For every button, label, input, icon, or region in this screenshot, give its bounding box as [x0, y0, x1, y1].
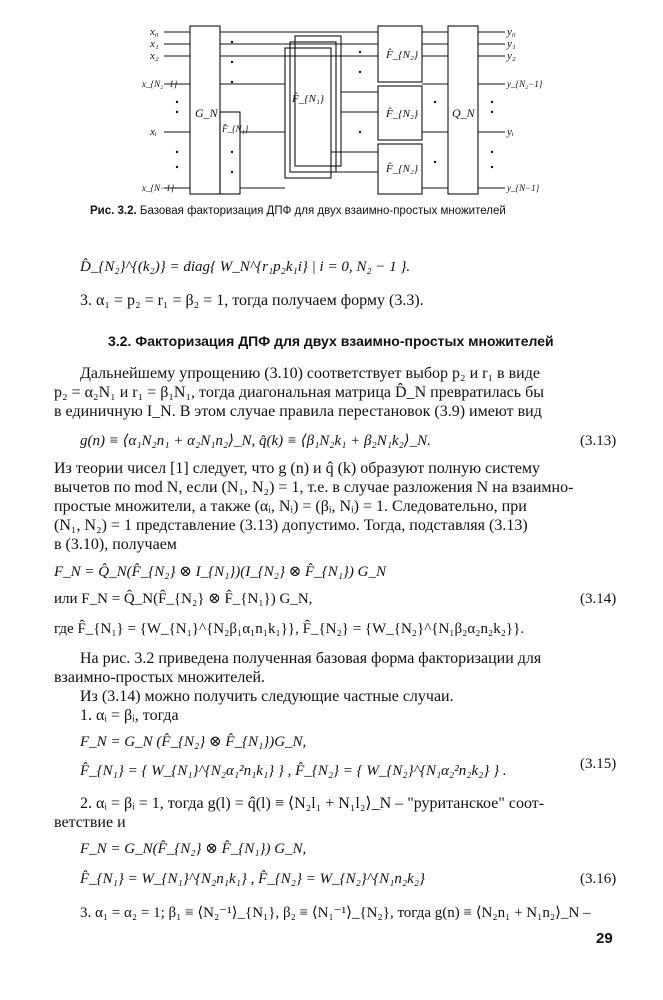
- input-label: x₀: [150, 26, 159, 38]
- text-line: Дальнейшему упрощению (3.10) соответствует выбор p₂ и r₁ в виде: [80, 365, 540, 382]
- equation-3-15b: F̂_{N₁} = { W_{N₁}^{N₂α₁²n₁k₁} } , F̂_{N₂} = { W_{N₂}^{N₁α₂²n₂k₂} } .: [80, 763, 507, 779]
- text-line: в (3.10), получаем: [54, 536, 177, 553]
- equation-number: (3.15): [580, 756, 617, 772]
- figure-3-2: [142, 22, 543, 202]
- text-line: Из (3.14) можно получить следующие частные случаи.: [80, 688, 454, 705]
- text-line: взаимно-простых множителей.: [54, 669, 266, 686]
- page-number: 29: [596, 930, 613, 947]
- input-label: x₁: [150, 38, 159, 50]
- input-label: xᵢ: [150, 126, 157, 138]
- equation-line: D̂_{N₂}^{(k₂)} = diag{ W_N^{r₁p₂k₁i} | i = 0, N₂ − 1 }.: [80, 259, 411, 275]
- text-line: простые множители, а также (αᵢ, Nᵢ) = (βᵢ, Nᵢ) = 1. Следовательно, при: [54, 498, 527, 515]
- section-heading: 3.2. Факторизация ДПФ для двух взаимно-простых множителей: [108, 333, 554, 349]
- equation-3-14a: F_N = Q̂_N(F̂_{N₂} ⊗ I_{N₁})(I_{N₂} ⊗ F̂_{N₁}) G_N: [54, 564, 387, 580]
- block-q-label: Q_N: [452, 106, 475, 120]
- equation-3-16a: F_N = G_N(F̂_{N₂} ⊗ F̂_{N₁}) G_N,: [80, 841, 307, 857]
- output-label: y₁: [507, 38, 516, 50]
- output-label: y_{N₂−1}: [507, 79, 543, 89]
- text-line: вычетов по mod N, если (N₁, N₂) = 1, т.е. в случае разложения N на взаимно-: [54, 479, 574, 496]
- equation-number: (3.13): [580, 433, 617, 449]
- figure-caption: Рис. 3.2. Базовая факторизация ДПФ для двух взаимно-простых множителей: [90, 205, 506, 217]
- input-label: x_{N₂−1}: [142, 79, 178, 89]
- equation-3-13: g(n) ≡ ⟨α₁N₂n₁ + α₂N₁n₂⟩_N, q̂(k) ≡ ⟨β₁N₂k₁ + β₂N₁k₂⟩_N.: [80, 433, 431, 449]
- equation-number: (3.16): [580, 871, 617, 887]
- block-f2-label: F̂_{N₂}: [386, 108, 419, 120]
- text-line: (N₁, N₂) = 1 представление (3.13) допустимо. Тогда, подставляя (3.13): [54, 517, 528, 534]
- equation-3-16b: F̂_{N₁} = W_{N₁}^{N₂n₁k₁} , F̂_{N₂} = W_{N₂}^{N₁n₂k₂}: [80, 871, 425, 887]
- output-label: yᵢ: [507, 126, 514, 138]
- text-line: p₂ = α₂N₁ и r₁ = β₁N₁, тогда диагональная матрица D̂_N превратилась бы: [54, 384, 544, 401]
- text-line: 2. αᵢ = βᵢ = 1, тогда g(l) = q̂(l) ≡ ⟨N₂l₁ + N₁l₂⟩_N – "руританское" соот-: [80, 795, 545, 812]
- input-label: x_{N−1}: [142, 183, 175, 193]
- text-line: 1. αᵢ = βᵢ, тогда: [80, 707, 179, 724]
- block-f2-label: F̂_{N₂}: [386, 163, 419, 175]
- block-f1-label: F̂_{N₁}: [222, 124, 249, 134]
- output-label: y₀: [507, 26, 516, 38]
- output-label: y_{N−1}: [507, 183, 540, 193]
- text-line: 3. α₁ = p₂ = r₁ = β₂ = 1, тогда получаем форму (3.3).: [80, 292, 424, 309]
- text-line: в единичную I_N. В этом случае правила перестановок (3.9) имеют вид: [54, 403, 542, 420]
- text-line: Из теории чисел [1] следует, что g (n) и q̂ (k) образуют полную систему: [54, 460, 541, 477]
- text-line: 3. α₁ = α₂ = 1; β₁ ≡ ⟨N₂⁻¹⟩_{N₁}, β₂ ≡ ⟨N₁⁻¹⟩_{N₂}, тогда g(n) ≡ ⟨N₂n₁ + N₁n₂⟩_N –: [80, 905, 591, 921]
- equation-number: (3.14): [580, 591, 617, 607]
- equation-3-15a: F_N = G_N (F̂_{N₂} ⊗ F̂_{N₁})G_N,: [80, 734, 307, 750]
- text-line: ветствие и: [54, 814, 126, 831]
- block-g-label: G_N: [195, 106, 218, 120]
- text-line: На рис. 3.2 приведена полученная базовая форма факторизации для: [80, 650, 542, 667]
- block-f1big-label: F̂_{N₁}: [292, 93, 325, 105]
- block-f2-label: F̂_{N₂}: [386, 49, 419, 61]
- input-label: x₂: [150, 50, 159, 62]
- output-label: y₂: [507, 50, 516, 62]
- equation-3-14b: или F_N = Q̂_N(F̂_{N₂} ⊗ F̂_{N₁}) G_N,: [54, 591, 313, 607]
- equation-3-14c: где F̂_{N₁} = {W_{N₁}^{N₂β₁α₁n₁k₁}}, F̂_{N₂} = {W_{N₂}^{N₁β₂α₂n₂k₂}}.: [54, 621, 525, 637]
